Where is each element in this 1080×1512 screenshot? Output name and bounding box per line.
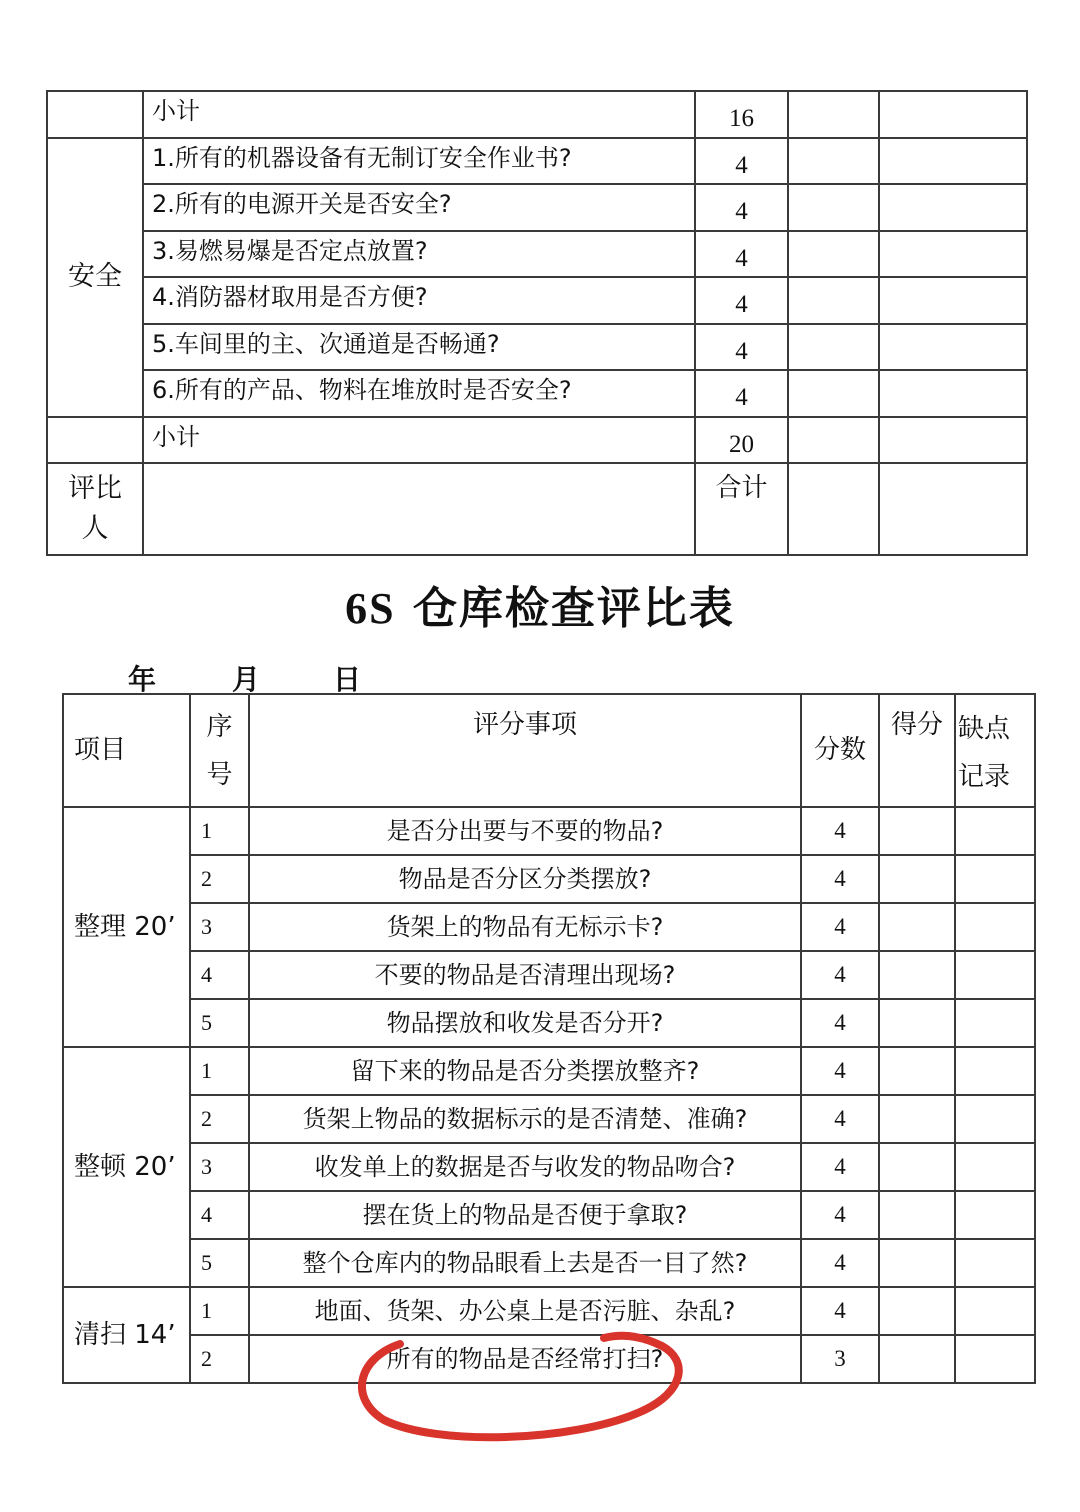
seq-cell: 4 [190,951,249,999]
item-cell: 留下来的物品是否分类摆放整齐? [249,1047,801,1095]
score-cell: 4 [801,999,879,1047]
got-score-cell[interactable] [879,903,955,951]
defect-cell[interactable] [879,324,1027,371]
table-row [47,324,1027,371]
header-row [63,694,1035,807]
score-cell: 20 [695,417,788,464]
score-cell: 4 [801,855,879,903]
score-cell: 4 [695,324,788,371]
table-row [47,138,1027,185]
item-cell: 5.车间里的主、次通道是否畅通? [143,324,695,371]
group-name-arrange: 整顿 20’ [63,1047,190,1287]
group-name-clean: 清扫 14’ [63,1287,190,1383]
total-label: 合计 [695,463,788,555]
seq-cell: 1 [190,1287,249,1335]
table-row [63,1335,1035,1383]
got-score-cell[interactable] [788,417,879,464]
defect-cell[interactable] [955,855,1035,903]
score-cell: 16 [695,91,788,138]
item-cell: 不要的物品是否清理出现场? [249,951,801,999]
score-cell: 4 [801,951,879,999]
score-cell: 3 [801,1335,879,1383]
defect-cell[interactable] [879,184,1027,231]
item-cell: 货架上物品的数据标示的是否清楚、准确? [249,1095,801,1143]
table-row [63,855,1035,903]
header-seq-line1: 序 [206,711,233,742]
score-cell: 4 [801,1143,879,1191]
got-score-cell[interactable] [788,91,879,138]
defect-cell[interactable] [879,91,1027,138]
item-cell: 小计 [143,91,695,138]
defect-cell[interactable] [879,138,1027,185]
item-cell: 6.所有的产品、物料在堆放时是否安全? [143,370,695,417]
defect-cell[interactable] [955,1287,1035,1335]
score-cell: 4 [695,370,788,417]
table-row [47,184,1027,231]
defect-cell[interactable] [955,1047,1035,1095]
defect-cell[interactable] [955,999,1035,1047]
table-row [63,951,1035,999]
got-score-cell[interactable] [879,951,955,999]
got-score-cell[interactable] [879,1095,955,1143]
score-cell: 4 [695,277,788,324]
grader-input-cell[interactable] [143,463,695,555]
item-cell: 货架上的物品有无标示卡? [249,903,801,951]
item-cell: 1.所有的机器设备有无制订安全作业书? [143,138,695,185]
title-text: 仓库检查评比表 [395,583,735,634]
item-cell: 整个仓库内的物品眼看上去是否一目了然? [249,1239,801,1287]
group-name-sort: 整理 20’ [63,807,190,1047]
defect-cell[interactable] [879,370,1027,417]
got-score-cell[interactable] [879,855,955,903]
got-score-cell[interactable] [879,807,955,855]
seq-cell: 4 [190,1191,249,1239]
score-cell: 4 [695,184,788,231]
table-row [47,417,1027,464]
defect-cell[interactable] [955,1191,1035,1239]
table-row [63,1239,1035,1287]
got-score-cell[interactable] [879,1143,955,1191]
score-cell: 4 [801,903,879,951]
date-year-label: 年 [128,663,157,696]
item-cell: 2.所有的电源开关是否安全? [143,184,695,231]
grader-label [47,463,143,555]
header-defect [955,694,1035,807]
table-row [63,1143,1035,1191]
score-cell: 4 [801,1191,879,1239]
defect-cell[interactable] [955,951,1035,999]
safety-section-table [46,90,1028,556]
got-score-cell[interactable] [879,1239,955,1287]
got-score-cell[interactable] [788,324,879,371]
got-score-cell[interactable] [879,999,955,1047]
table-row [63,1095,1035,1143]
seq-cell: 1 [190,1047,249,1095]
table-row [47,277,1027,324]
grader-label-line1: 评比 [68,473,122,504]
item-cell: 3.易燃易爆是否定点放置? [143,231,695,278]
item-cell: 是否分出要与不要的物品? [249,807,801,855]
score-cell: 4 [695,138,788,185]
seq-cell: 5 [190,999,249,1047]
item-cell: 收发单上的数据是否与收发的物品吻合? [249,1143,801,1191]
header-seq [190,694,249,807]
score-cell: 4 [801,807,879,855]
got-score-cell[interactable] [879,1335,955,1383]
got-score-cell[interactable] [788,231,879,278]
header-items: 评分事项 [249,694,801,807]
got-score-cell[interactable] [879,1191,955,1239]
defect-cell[interactable] [879,231,1027,278]
defect-cell[interactable] [955,807,1035,855]
date-month-label: 月 [232,663,261,696]
item-cell: 地面、货架、办公桌上是否污脏、杂乱? [249,1287,801,1335]
seq-cell: 2 [190,1335,249,1383]
header-defect-line2: 记录 [958,762,1011,792]
score-cell: 4 [801,1047,879,1095]
score-cell: 4 [695,231,788,278]
defect-cell[interactable] [955,1095,1035,1143]
page-title [0,572,1080,636]
header-score: 分数 [801,694,879,807]
header-defect-line1: 缺点 [958,714,1011,744]
got-score-cell[interactable] [788,277,879,324]
header-seq-line2: 号 [206,759,233,790]
seq-cell: 3 [190,903,249,951]
seq-cell: 2 [190,855,249,903]
item-cell: 小计 [143,417,695,464]
table-row [63,807,1035,855]
defect-cell[interactable] [955,903,1035,951]
got-score-cell[interactable] [879,1287,955,1335]
grader-row [47,463,1027,555]
table-row [63,1287,1035,1335]
got-score-cell[interactable] [879,1047,955,1095]
table-row [47,370,1027,417]
category-cell-safety: 安全 [47,138,143,417]
score-cell: 4 [801,1287,879,1335]
defect-cell[interactable] [879,417,1027,464]
table-row [63,903,1035,951]
item-cell: 物品摆放和收发是否分开? [249,999,801,1047]
table-row [63,1191,1035,1239]
item-cell: 4.消防器材取用是否方便? [143,277,695,324]
got-score-cell[interactable] [788,184,879,231]
item-cell: 物品是否分区分类摆放? [249,855,801,903]
table-row [47,231,1027,278]
date-day-label: 日 [333,663,362,696]
seq-cell: 2 [190,1095,249,1143]
table-row [63,1047,1035,1095]
header-got-score: 得分 [879,694,955,807]
total-defect-cell[interactable] [879,463,1027,555]
item-cell: 所有的物品是否经常打扫? [249,1335,801,1383]
defect-cell[interactable] [879,277,1027,324]
inspection-table [62,693,1036,1384]
seq-cell: 3 [190,1143,249,1191]
score-cell: 4 [801,1239,879,1287]
category-cell [47,417,143,464]
score-cell: 4 [801,1095,879,1143]
item-cell: 摆在货上的物品是否便于拿取? [249,1191,801,1239]
defect-cell[interactable] [955,1335,1035,1383]
seq-cell: 1 [190,807,249,855]
grader-label-line2: 人 [81,513,109,544]
header-project: 项目 [63,694,190,807]
defect-cell[interactable] [955,1239,1035,1287]
defect-cell[interactable] [955,1143,1035,1191]
table-row [63,999,1035,1047]
category-cell [47,91,143,138]
table-row [47,91,1027,138]
total-score-cell[interactable] [788,463,879,555]
seq-cell: 5 [190,1239,249,1287]
title-prefix: 6S [345,584,396,633]
got-score-cell[interactable] [788,370,879,417]
got-score-cell[interactable] [788,138,879,185]
